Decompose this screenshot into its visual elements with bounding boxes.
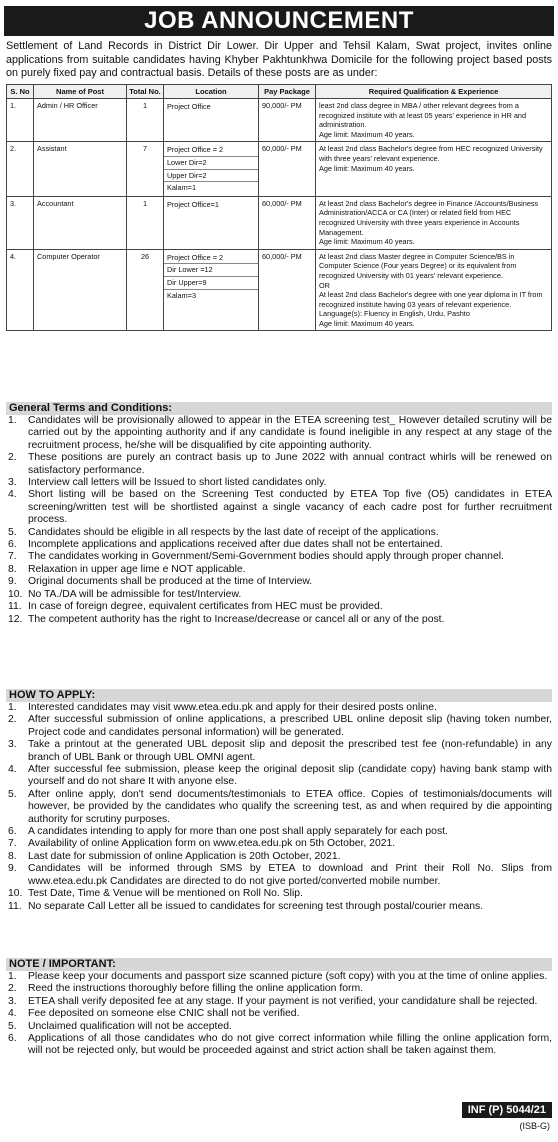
terms-list xyxy=(6,415,552,626)
location-item: Kalam=3 xyxy=(164,289,258,302)
item-text: Incomplete applications and applications received after due dates shall not be entertained. xyxy=(28,539,443,551)
cell-post: Accountant xyxy=(34,196,127,249)
item-text: Candidates will be provisionally allowed to appear in the ETEA screening test_ However detailed scrutiny will be carried out by the appointing authority and if any candidate is found ineligible in any respect at any stage of the recruitment process, he/she will be disqualified by cite appointing authority. xyxy=(28,415,552,451)
cell-pay: 60,000/- PM xyxy=(259,249,316,331)
cell-location xyxy=(164,196,259,249)
terms-section xyxy=(6,402,552,626)
qualification-line: Language(s): Fluency in English, Urdu, Pashto xyxy=(319,309,470,319)
list-item xyxy=(6,863,552,888)
item-text: Original documents shall be produced at the time of Interview. xyxy=(28,576,313,588)
item-text: After online apply, don't send documents/testimonials to ETEA office. Copies of testimonials/documents will however, be provided by the candidates who qualify the screening test, as and when required by die appointing authority for scrutiny purposes. xyxy=(28,788,552,825)
item-number: 5. xyxy=(8,788,17,800)
qualification-line: Age limit: Maximum 40 years. xyxy=(319,318,415,328)
header-qualification: Required Qualification & Experience xyxy=(316,85,552,99)
list-item xyxy=(6,527,552,539)
cell-post: Computer Operator xyxy=(34,249,127,331)
note-title: NOTE / IMPORTANT: xyxy=(6,958,552,971)
list-item xyxy=(6,702,552,714)
item-number: 3. xyxy=(8,995,17,1007)
location-item: Lower Dir=2 xyxy=(164,156,258,169)
posts-table-header xyxy=(7,85,552,99)
cell-sno: 2. xyxy=(7,142,34,196)
item-number: 3. xyxy=(8,739,17,751)
item-number: 2. xyxy=(8,983,17,995)
item-number: 5. xyxy=(8,526,17,538)
list-item xyxy=(6,614,552,626)
item-text: Short listing will be based on the Screening Test conducted by ETEA Top five (O5) candidates in ETEA screening/written test will be shortlisted against a single vacancy of each cadre post for further recruitment process. xyxy=(28,489,552,526)
item-text: Last date for submission of online Application is 20th October, 2021. xyxy=(28,850,341,862)
qualification-line: Age limit: Maximum 40 years. xyxy=(319,129,415,139)
cell-post: Assistant xyxy=(34,142,127,196)
item-text: Please keep your documents and passport size scanned picture (soft copy) with you at the time of online applies. xyxy=(28,971,548,982)
item-number: 10. xyxy=(8,888,23,900)
table-row xyxy=(7,99,552,142)
cell-sno: 1. xyxy=(7,99,34,142)
qualification-line: Age limit: Maximum 40 years. xyxy=(319,237,415,247)
list-item xyxy=(6,971,552,983)
item-number: 7. xyxy=(8,838,17,850)
howto-title: HOW TO APPLY: xyxy=(6,689,552,702)
qualification-line: OR xyxy=(319,280,330,290)
cell-total: 1 xyxy=(127,196,164,249)
item-text: A candidates intending to apply for more than one post shall apply separately for each post. xyxy=(28,826,448,838)
cell-qualification xyxy=(316,196,552,249)
cell-qualification xyxy=(316,99,552,142)
qualification-line: least 2nd class degree in MBA / other relevant degrees from a recognized institute with at least 05 years' experience in HR and administration. xyxy=(319,101,527,130)
item-number: 8. xyxy=(8,850,17,862)
location-item: Project Office xyxy=(167,102,211,111)
cell-post: Admin / HR Officer xyxy=(34,99,127,142)
page-title: JOB ANNOUNCEMENT xyxy=(4,6,554,36)
item-number: 9. xyxy=(8,576,17,588)
header-sno: S. No xyxy=(7,85,34,99)
posts-table xyxy=(6,84,552,331)
list-item xyxy=(6,888,552,900)
item-text: Interview call letters will be Issued to short listed candidates only. xyxy=(28,477,327,489)
item-text: No TA./DA will be admissible for test/Interview. xyxy=(28,588,242,600)
cell-pay: 90,000/- PM xyxy=(259,99,316,142)
location-item: Project Office = 2 xyxy=(167,252,224,262)
terms-title: General Terms and Conditions: xyxy=(6,402,552,415)
list-item xyxy=(6,539,552,551)
cell-pay: 60,000/- PM xyxy=(259,196,316,249)
item-text: Reed the instructions thoroughly before filling the online application form. xyxy=(28,983,364,995)
header-post: Name of Post xyxy=(34,85,127,99)
header-total: Total No. xyxy=(127,85,164,99)
cell-location xyxy=(164,142,259,196)
list-item xyxy=(6,415,552,452)
list-item xyxy=(6,826,552,838)
qualification-line: Age limit: Maximum 40 years. xyxy=(319,163,415,173)
table-row xyxy=(7,196,552,249)
header-pay: Pay Package xyxy=(259,85,316,99)
qualification-line: At least 2nd class Master degree in Computer Science/BS in Computer Science (Four years Degree) or its equivalent from recognized University with 01 years' relevant experience. xyxy=(319,251,517,280)
intro-paragraph: Settlement of Land Records in District Dir Lower. Dir Upper and Tehsil Kalam, Swat project, invites online applications from suitable candidates having Khyber Pakhtunkhwa Domicile for the following project based posts on purely fixed pay and contractual basis. Details of these posts are as under: xyxy=(6,40,552,79)
cell-total: 1 xyxy=(127,99,164,142)
item-text: Relaxation in upper age lime e NOT applicable. xyxy=(28,563,246,575)
item-number: 1. xyxy=(8,415,17,426)
item-number: 4. xyxy=(8,489,17,501)
item-text: These positions are purely an contract basis up to June 2022 with annual contract whirls will be renewed on satisfactory performance. xyxy=(28,452,552,476)
item-text: Take a printout at the generated UBL deposit slip and deposit the prescribed test fee (non-refundable) in any branch of UBL Bank or through UBL OMNI agent. xyxy=(28,739,552,763)
cell-total: 26 xyxy=(127,249,164,331)
list-item xyxy=(6,714,552,739)
list-item xyxy=(6,452,552,477)
list-item xyxy=(6,996,552,1008)
list-item xyxy=(6,764,552,789)
howto-section xyxy=(6,689,552,913)
location-item: Kalam=1 xyxy=(164,181,258,194)
cell-pay: 60,000/- PM xyxy=(259,142,316,196)
location-item: Upper Dir=2 xyxy=(164,169,258,182)
item-text: In case of foreign degree, equivalent certificates from HEC must be provided. xyxy=(28,601,383,613)
location-item: Dir Upper=9 xyxy=(164,276,258,289)
list-item xyxy=(6,838,552,850)
note-list xyxy=(6,971,552,1058)
cell-location xyxy=(164,99,259,142)
item-text: Interested candidates may visit www.etea.edu.pk and apply for their desired posts online. xyxy=(28,702,437,713)
cell-qualification xyxy=(316,142,552,196)
list-item xyxy=(6,489,552,526)
item-number: 5. xyxy=(8,1020,17,1032)
list-item xyxy=(6,477,552,489)
list-item xyxy=(6,564,552,576)
list-item xyxy=(6,601,552,613)
list-item xyxy=(6,589,552,601)
list-item xyxy=(6,576,552,588)
qualification-line: At least 2nd class Bachelor's degree from HEC recognized University with three years' relevant experience. xyxy=(319,144,543,163)
note-section xyxy=(6,958,552,1058)
item-number: 6. xyxy=(8,826,17,838)
list-item xyxy=(6,1033,552,1058)
item-text: Availability of online Application form on www.etea.edu.pk on 5th October, 2021. xyxy=(28,838,396,850)
item-text: ETEA shall verify deposited fee at any stage. If your payment is not verified, your candidature shall be rejected. xyxy=(28,995,538,1007)
list-item xyxy=(6,851,552,863)
item-text: Candidates will be informed through SMS by ETEA to download and Print their Roll No. Slips from www.etea.edu.pk Candidates are directed to do not give ported/converted mobile number. xyxy=(28,863,552,887)
location-item: Project Office = 2 xyxy=(167,145,224,155)
item-text: After successful submission of online applications, a prescribed UBL online deposit slip (having token number, Project code and candidates personal information) will be generated. xyxy=(28,714,552,738)
list-item xyxy=(6,901,552,913)
list-item xyxy=(6,983,552,995)
item-number: 2. xyxy=(8,452,17,464)
cell-total: 7 xyxy=(127,142,164,196)
header-location: Location xyxy=(164,85,259,99)
item-number: 6. xyxy=(8,539,17,551)
item-text: Fee deposited on someone else CNIC shall not be verified. xyxy=(28,1008,300,1020)
cell-sno: 3. xyxy=(7,196,34,249)
advert-code: INF (P) 5044/21 xyxy=(462,1102,552,1118)
item-number: 9. xyxy=(8,863,17,875)
item-number: 1. xyxy=(8,971,17,982)
item-text: The competent authority has the right to Increase/decrease or cancel all or any of the post. xyxy=(28,613,445,625)
table-row xyxy=(7,142,552,196)
item-number: 3. xyxy=(8,477,17,489)
cell-sno: 4. xyxy=(7,249,34,331)
item-number: 7. xyxy=(8,551,17,563)
item-number: 11. xyxy=(8,601,22,613)
item-number: 4. xyxy=(8,764,17,776)
qualification-line: At least 2nd class Bachelor's degree in Finance /Accounts/Business Administration/ACCA or CA (Inter) or related field from HEC recognized University with three years experience in Accounts Management. xyxy=(319,198,539,237)
list-item xyxy=(6,551,552,563)
advert-subcode: (ISB-G) xyxy=(519,1121,550,1131)
item-text: After successful fee submission, please keep the original deposit slip (candidate copy) having bank stamp with yourself and do not share It with anyone else. xyxy=(28,764,552,788)
item-text: Test Date, Time & Venue will be mentioned on Roll No. Slip. xyxy=(28,888,303,900)
item-number: 6. xyxy=(8,1033,17,1045)
item-text: Unclaimed qualification will not be accepted. xyxy=(28,1020,232,1032)
item-number: 10. xyxy=(8,588,23,600)
list-item xyxy=(6,739,552,764)
item-text: The candidates working in Government/Semi-Government bodies should apply through proper channel. xyxy=(28,551,504,563)
howto-list xyxy=(6,702,552,913)
cell-qualification xyxy=(316,249,552,331)
table-row xyxy=(7,249,552,331)
item-number: 4. xyxy=(8,1008,17,1020)
posts-table-body xyxy=(7,99,552,331)
qualification-line: At least 2nd class Bachelor's degree with one year diploma in IT from recognized institute having 03 years of relevant experience. xyxy=(319,290,543,309)
item-number: 2. xyxy=(8,714,17,726)
item-number: 12. xyxy=(8,613,23,625)
item-number: 11. xyxy=(8,900,22,912)
item-number: 1. xyxy=(8,702,17,713)
location-item: Dir Lower =12 xyxy=(164,263,258,276)
item-number: 8. xyxy=(8,563,17,575)
list-item xyxy=(6,1008,552,1020)
cell-location xyxy=(164,249,259,331)
list-item xyxy=(6,1021,552,1033)
item-text: Applications of all those candidates who do not give correct information while filling the online application form, will not be rejected only, but would be proceeded against and strict action shall be taken against them. xyxy=(28,1033,552,1057)
item-text: Candidates should be eligible in all respects by the last date of receipt of the applications. xyxy=(28,526,439,538)
location-item: Project Office=1 xyxy=(167,199,219,209)
list-item xyxy=(6,789,552,826)
item-text: No separate Call Letter all be issued to candidates for screening test through postal/courier means. xyxy=(28,900,484,912)
